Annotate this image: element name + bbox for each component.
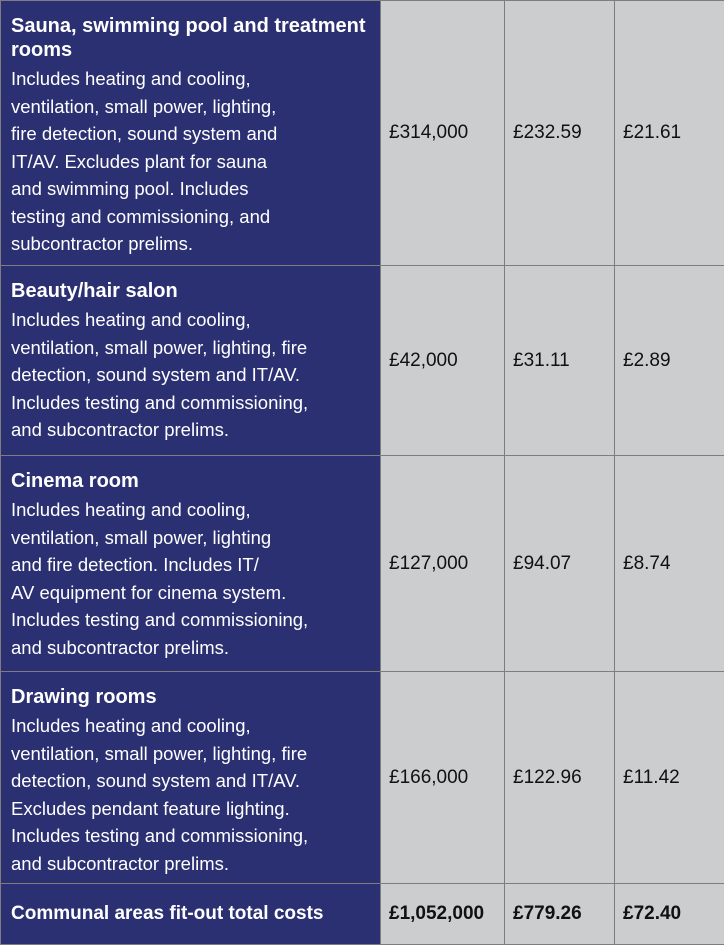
total-title: Communal areas fit-out total costs	[11, 902, 374, 926]
table-row-cinema-room	[1, 456, 724, 672]
grand-total-cost-cell: £1,052,000	[381, 884, 505, 945]
grand-total-rate-b-cell: £72.40	[615, 884, 724, 945]
table-row-drawing-rooms	[1, 672, 724, 884]
grand-total-rate-a-cell: £779.26	[505, 884, 615, 945]
total-cost-cell: £166,000	[381, 672, 505, 884]
total-cost-cell: £127,000	[381, 456, 505, 672]
row-title: Cinema room	[11, 469, 374, 493]
cost-rate-b-cell: £11.42	[615, 672, 724, 884]
total-cost-cell: £42,000	[381, 266, 505, 456]
cost-rate-a-cell: £232.59	[505, 1, 615, 266]
cost-rate-a-cell: £31.11	[505, 266, 615, 456]
row-label-cell	[1, 266, 381, 456]
table-row-total	[1, 884, 724, 945]
row-label-cell	[1, 672, 381, 884]
row-label-cell	[1, 1, 381, 266]
table-row-sauna	[1, 1, 724, 266]
row-label-cell	[1, 456, 381, 672]
cost-rate-a-cell: £122.96	[505, 672, 615, 884]
row-description: Includes heating and cooling, ventilation, small power, lighting, fire detection, sound system and IT/AV. Excludes pendant feature lighting. Includes testing and commissioning, and subcontractor prelims.	[11, 712, 374, 877]
table-row-beauty-salon	[1, 266, 724, 456]
row-description: Includes heating and cooling, ventilation, small power, lighting, fire detection, sound system and IT/AV. Excludes plant for sauna and swimming pool. Includes testing and commissioning, and subcontractor prelims.	[11, 65, 374, 258]
row-description: Includes heating and cooling, ventilation, small power, lighting, fire detection, sound system and IT/AV. Includes testing and commissioning, and subcontractor prelims.	[11, 306, 374, 444]
cost-rate-b-cell: £8.74	[615, 456, 724, 672]
total-cost-cell: £314,000	[381, 1, 505, 266]
total-label-cell	[1, 884, 381, 945]
row-title: Sauna, swimming pool and treatment rooms	[11, 14, 374, 62]
row-title: Beauty/hair salon	[11, 279, 374, 303]
row-title: Drawing rooms	[11, 685, 374, 709]
cost-rate-a-cell: £94.07	[505, 456, 615, 672]
cost-rate-b-cell: £21.61	[615, 1, 724, 266]
cost-rate-b-cell: £2.89	[615, 266, 724, 456]
row-description: Includes heating and cooling, ventilation, small power, lighting and fire detection. Includes IT/ AV equipment for cinema system. Includes testing and commissioning, and subcontractor prelims.	[11, 496, 374, 661]
